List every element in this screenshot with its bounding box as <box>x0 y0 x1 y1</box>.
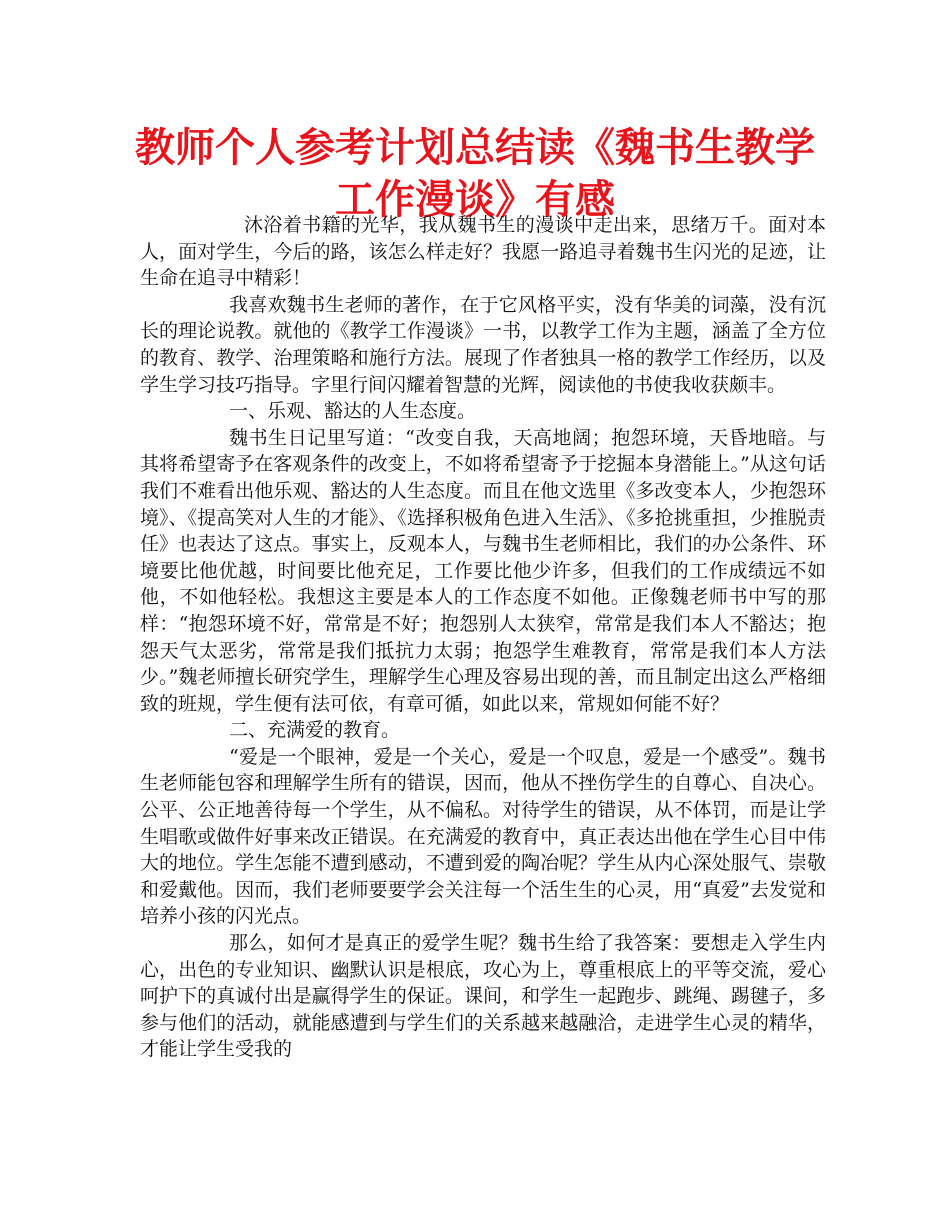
paragraph: “爱是一个眼神，爱是一个关心，爱是一个叹息，爱是一个感受”。魏书生老师能包容和理解学生所有的错误，因而，他从不挫伤学生的自尊心、自决心。公平、公正地善待每一个学生，从不偏私。对待学生的错误，从不体罚，而是让学生唱歌或做件好事来改正错误。在充满爱的教育中，真正表达出他在学生心目中伟大的地位。学生怎能不遭到感动，不遭到爱的陶冶呢？学生从内心深处服气、崇敬和爱戴他。因而，我们老师要要学会关注每一个活生生的心灵，用“真爱”去发觉和培养小孩的闪光点。 <box>140 745 826 928</box>
paragraph: 我喜欢魏书生老师的著作，在于它风格平实，没有华美的词藻，没有沉长的理论说教。就他的《教学工作漫谈》一书，以教学工作为主题，涵盖了全方位的教育、教学、治理策略和施行方法。展现了作者独具一格的教学工作经历，以及学生学习技巧指导。字里行间闪耀着智慧的光辉，阅读他的书使我收获颇丰。 <box>140 293 826 396</box>
paragraph: 那么，如何才是真正的爱学生呢？魏书生给了我答案：要想走入学生内心，出色的专业知识、幽默认识是根底，攻心为上，尊重根底上的平等交流，爱心呵护下的真诚付出是赢得学生的保证。课间，和学生一起跑步、跳绳、踢毽子，多参与他们的活动，就能感遭到与学生们的关系越来越融洽，走进学生心灵的精华，才能让学生受我的 <box>140 932 826 1061</box>
paragraph: 魏书生日记里写道：“改变自我，天高地阔；抱怨环境，天昏地暗。与其将希望寄予在客观条件的改变上，不如将希望寄予于挖掘本身潜能上。”从这句话我们不难看出他乐观、豁达的人生态度。而且在他文选里《多改变本人，少抱怨环境》、《提高笑对人生的才能》、《选择积极角色进入生活》、《多抢挑重担，少推脱责任》也表达了这点。事实上，反观本人，与魏书生老师相比，我们的办公条件、环境要比他优越，时间要比他充足，工作要比他少许多，但我们的工作成绩远不如他，不如他轻松。我想这主要是本人的工作态度不如他。正像魏老师书中写的那样：“抱怨环境不好，常常是不好；抱怨别人太狭窄，常常是我们本人不豁达；抱怨天气太恶劣，常常是我们抵抗力太弱；抱怨学生难教育，常常是我们本人方法少。”魏老师擅长研究学生，理解学生心理及容易出现的善，而且制定出这么严格细致的班规，学生便有法可依，有章可循，如此以来，常规如何能不好？ <box>140 426 826 715</box>
document-title: 教师个人参考计划总结读《魏书生教学工作漫谈》有感 <box>135 125 815 223</box>
section-heading: 一、乐观、豁达的人生态度。 <box>229 400 477 423</box>
section-heading: 二、充满爱的教育。 <box>229 719 401 742</box>
document-body <box>140 212 826 1063</box>
paragraph: 沐浴着书籍的光华，我从魏书生的漫谈中走出来，思绪万千。面对本人，面对学生，今后的路，该怎么样走好？我愿一路追寻着魏书生闪光的足迹，让生命在追寻中精彩！ <box>140 214 826 290</box>
